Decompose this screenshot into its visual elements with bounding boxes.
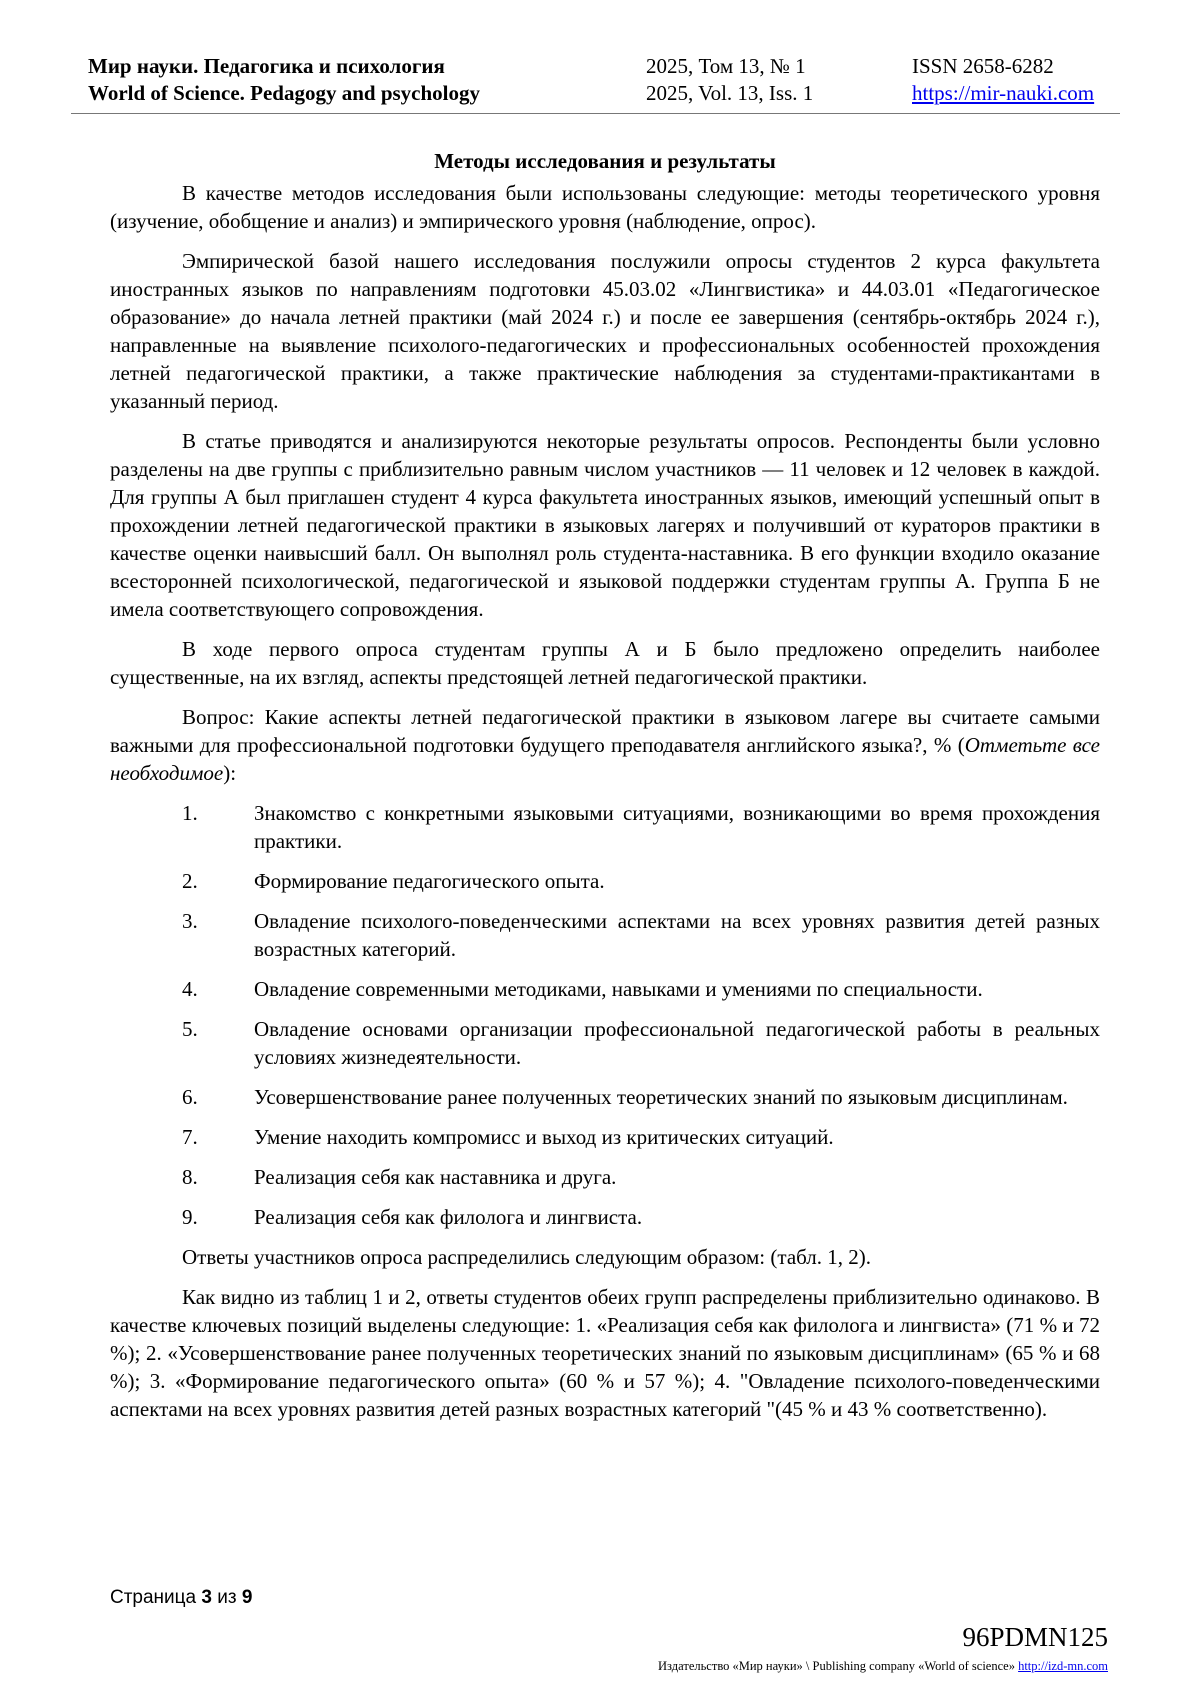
list-item-number: 3.: [182, 909, 198, 933]
list-item-text: Реализация себя как наставника и друга.: [254, 1165, 617, 1189]
paragraph-empirical-base: Эмпирической базой нашего исследования послужили опросы студентов 2 курса факультета иностранных языков по направлениям подготовки 45.03.02 «Лингвистика» и 44.03.01 «Педагогическое образование» до начала летней практики (май 2024 г.) и после ее завершения (сентябрь-октябрь 2024 г.), направленные на выявление психолого-педагогических и профессиональных особенностей прохождения летней педагогической практики, а также практические наблюдения за студентами-практикантами в указанный период.: [110, 249, 1100, 413]
journal-site-link[interactable]: https://mir-nauki.com: [912, 81, 1095, 105]
list-item-text: Овладение современными методиками, навыками и умениями по специальности.: [254, 977, 983, 1001]
paragraph-first-survey: В ходе первого опроса студентам группы А и Б было предложено определить наиболее существенные, на их взгляд, аспекты предстоящей летней педагогической практики.: [110, 637, 1100, 689]
list-item-text: Реализация себя как филолога и лингвиста.: [254, 1205, 643, 1229]
list-item-text: Овладение основами организации профессиональной педагогической работы в реальных условиях жизнедеятельности.: [254, 1017, 1100, 1069]
issn: ISSN 2658-6282: [912, 54, 1054, 78]
issue-en: 2025, Vol. 13, Iss. 1: [646, 81, 814, 105]
list-item-number: 6.: [182, 1085, 198, 1109]
paragraph-methods: В качестве методов исследования были использованы следующие: методы теоретического уровня (изучение, обобщение и анализ) и эмпирического уровня (наблюдение, опрос).: [110, 181, 1100, 233]
list-item-text: Формирование педагогического опыта.: [254, 869, 605, 893]
list-item: [110, 799, 1100, 855]
page-of: из: [217, 1587, 237, 1608]
list-item: [110, 1015, 1100, 1071]
header-divider: [71, 113, 1120, 114]
section-title: Методы исследования и результаты: [434, 149, 776, 173]
survey-question: [110, 703, 1100, 787]
list-item: [110, 1123, 1100, 1151]
list-item-text: Овладение психолого-поведенческими аспектами на всех уровнях развития детей разных возрастных категорий.: [254, 909, 1100, 961]
list-item: [110, 1203, 1100, 1231]
page-number: 3: [201, 1587, 212, 1608]
list-item-number: 8.: [182, 1165, 198, 1189]
page-total: 9: [241, 1587, 253, 1608]
publisher-line: [658, 1659, 1108, 1674]
list-item: [110, 975, 1100, 1003]
issue-ru: 2025, Том 13, № 1: [646, 54, 806, 78]
issn-info: [912, 53, 1094, 107]
list-item-text: Усовершенствование ранее полученных теоретических знаний по языковым дисциплинам.: [254, 1085, 1068, 1109]
publisher-name: Издательство «Мир науки» \ Publishing company «World of science»: [658, 1659, 1015, 1673]
paragraph-groups: В статье приводятся и анализируются некоторые результаты опросов. Респонденты были условно разделены на две группы с приблизительно равным числом участников — 11 человек и 12 человек в каждой. Для группы А был приглашен студент 4 курса факультета иностранных языков, имеющий успешный опыт в прохождении летней педагогической практики в языковых лагерях и получивший от кураторов практики в качестве оценки наивысший балл. Он выполнял роль студента-наставника. В его функции входило оказание всесторонней психологической, педагогической и языковой поддержки студентам группы А. Группа Б не имела соответствующего сопровождения.: [110, 429, 1100, 621]
journal-name-ru: Мир науки. Педагогика и психология: [88, 54, 445, 78]
question-instruction: Отметьте все необходимое: [110, 733, 1100, 785]
list-item-number: 2.: [182, 869, 198, 893]
list-item-number: 7.: [182, 1125, 198, 1149]
answer-options-list: [110, 799, 1100, 1231]
publisher-site-link[interactable]: http://izd-mn.com: [1018, 1659, 1108, 1673]
list-item: [110, 1083, 1100, 1111]
page-label: Страница: [110, 1587, 197, 1608]
list-item-number: 9.: [182, 1205, 198, 1229]
list-item-number: 1.: [182, 801, 198, 825]
list-item-number: 4.: [182, 977, 198, 1001]
issue-info: [646, 53, 813, 107]
list-item-text: Знакомство с конкретными языковыми ситуациями, возникающими во время прохождения практики.: [254, 801, 1100, 853]
page-counter: [110, 1587, 252, 1609]
journal-name-en: World of Science. Pedagogy and psychology: [88, 81, 481, 105]
article-body: [110, 147, 1100, 1435]
list-item: [110, 907, 1100, 963]
list-item: [110, 867, 1100, 895]
paragraph-results: Как видно из таблиц 1 и 2, ответы студентов обеих групп распределены приблизительно одинаково. В качестве ключевых позиций выделены следующие: 1. «Реализация себя как филолога и лингвиста» (71 % и 72 %); 2. «Усовершенствование ранее полученных теоретических знаний по языковым дисциплинам» (65 % и 68 %); 3. «Формирование педагогического опыта» (60 % и 57 %); 4. "Овладение психолого-поведенческими аспектами на всех уровнях развития детей разных возрастных категорий "(45 % и 43 % соответственно).: [110, 1285, 1100, 1421]
list-item: [110, 1163, 1100, 1191]
question-text: Вопрос: Какие аспекты летней педагогической практики в языковом лагере вы считаете самыми важными для профессиональной подготовки будущего преподавателя английского языка?, % (: [110, 705, 1100, 757]
article-code: 96PDMN125: [962, 1622, 1108, 1652]
question-tail: ):: [223, 761, 237, 785]
list-item-number: 5.: [182, 1017, 198, 1041]
paragraph-answers-intro: Ответы участников опроса распределились следующим образом: (табл. 1, 2).: [182, 1245, 872, 1269]
journal-header: [88, 53, 1120, 113]
journal-name: [88, 53, 480, 107]
list-item-text: Умение находить компромисс и выход из критических ситуаций.: [254, 1125, 834, 1149]
